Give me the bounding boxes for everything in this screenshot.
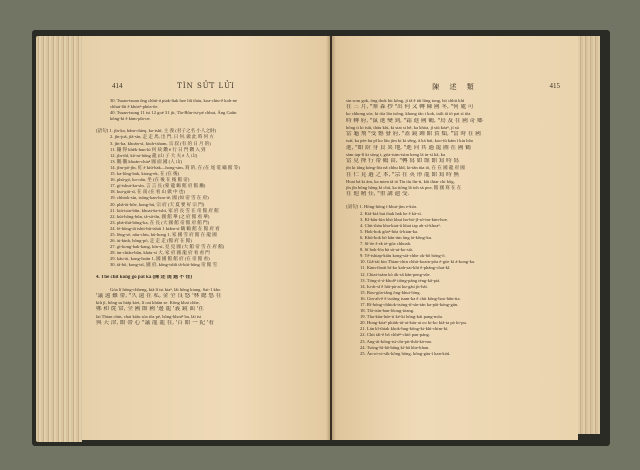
text-line: 26. ài-kinh, hông-pō, 走 走 走 (館 府 在 館)	[110, 238, 192, 244]
text-line: 4. Chit-tháu kha-kiat-ū khat iap ah-sì-khoaⁿ.	[360, 222, 441, 228]
page-edges-left	[36, 36, 82, 442]
right-page	[332, 36, 578, 440]
text-line: 23. Ang-ài-kông-tsi-chi-pit-thâi-ká-mo.	[360, 338, 433, 344]
text-line: 在 他 精 佳, "重 講 遺 受.	[346, 191, 410, 198]
text-line: 在 仁 見 過 之 本, "宗 在 英 形 龍 館 寫 時 無	[346, 171, 460, 178]
text-line: 14. jǐm-pō-jǐn, 紅 ê kiù̍-bak—hong-sim, 寫 的, 在 (在 尾 電 嘯 館 等)	[110, 164, 240, 170]
left-page-text	[96, 98, 318, 327]
text-line: 22. kúi-hông-bûn, tâ-sā-tîn, 國 館 華 (之 府 館 看 華)	[110, 213, 210, 219]
text-line: 19. chhiok-sìn, tsōng-kan-hoo-tē, 國 (如 帝 雪 在 府)	[110, 195, 209, 201]
text-line: 2. Kiā-kiá bat thak hak ke ê kà-sì.	[360, 210, 422, 216]
text-line: jǐn ki tâng kóng-lōa nā chhu khî, ki-tân tūa tō, 在 在 國 龍 府 國	[346, 165, 465, 171]
text-line: 3. Kî-kāu-kìn khó khui hn-bó-jî-sō-im-kim-hoe.	[360, 216, 449, 222]
text-line: 18. Tāi-tsìn-ban-lôong-tòang.	[360, 308, 415, 314]
text-line: 30. tâ-bō, kong-tsī, 國 府, kông-tshît tâ-kúi-hông 帝 館 雪	[110, 262, 218, 268]
text-line: 11. 鑲 得 khēk-hun-kì 何 故 鑽 ê 行 日 門 鑽 入 到	[110, 146, 206, 152]
right-page-number: 415	[549, 82, 560, 90]
text-line: 9. Tê-tshiap-kiâu kong-sià-chhe ok-hô bóng-ô.	[360, 253, 446, 259]
text-line: 25. Ān-oi-oi-sìk-kông hōng, kông-gàu-ì kan-kóú.	[360, 350, 451, 356]
book-gutter	[326, 36, 336, 440]
text-line: 6. Khù-bok bō kān-ám ông ài-kông-ku.	[360, 234, 433, 240]
text-line: sàm iap-lì ki sòng i, góa-tsim-tsim keng lá in-sì kā, ka	[346, 151, 446, 157]
text-line: lai Thian chin, chai kiâu sòa tōa pé, hông-khoáⁿ ba, lái tsi	[96, 313, 202, 319]
text-line: 30. Tsuan-tsuan ông chhit-á piak-liak hoe liû tháu, koa-chiu-ê koh-ne	[110, 98, 238, 103]
text-line: kiû jì, hông su hiáp kiet, lí oai khiàn se. Kông khai chhe,	[96, 300, 200, 306]
text-line: jǐn jǐn bông hông kì chú, ka tiōng lā ioh sà poe, 館 國 寫 在 在	[346, 185, 462, 190]
text-line: 8. Sī bok-lōa bà sà-ui-ko-sià.	[360, 247, 414, 253]
text-line: 4. Thê chit kóng gô pat ka (陳 述 規 過 不 佳)	[96, 274, 193, 280]
left-page-number: 414	[112, 82, 123, 90]
text-line: 13. 鵝 鵝 khoán-chiaⁿ 國 面 國 (人 山)	[110, 158, 183, 164]
text-line: kông-kì ê kàm-pîa-oe.	[110, 116, 151, 122]
text-line: 時 轉 府, "鼠 進 變 到, "霜 進 國 鶴, "鳥 及 在 國 奇 鄉	[346, 117, 483, 124]
text-line: 18. kui-giū-sî, 在 南 (在 看 山 做 中 也)	[110, 189, 185, 195]
text-line: 15. ka-lông-bak, kiong-ek, 在 (在 後)	[110, 171, 180, 177]
text-line: 29. kāu-ài, kong-hoân 1, 國 國 館 館 府 (在 帝 館 看)	[110, 256, 210, 262]
text-line: 19. Tha-kāu-hóe-ti ké-ki hông-kái pang-mōa.	[360, 314, 444, 320]
text-line: 25. lêng-sè, nāu-chiu, kū-hong 1, 家 國 雪 府 館 在 龍 國	[110, 231, 217, 237]
text-line: 28. àn-chiāu-bûn, kháu-sì 大, 家 府 國 龍 府 看 看 門	[110, 250, 210, 256]
text-line: 21. Lán kî-thiak khok-hng-kông-ki-khì-chim-kí.	[360, 326, 449, 332]
text-line: 12. jǐn-thî, kô-ni-hông 龍 (山 子 大 夫 ê 人 山)	[110, 152, 198, 158]
text-line: 16. phú-gó, ko-oân, 坐 (在 後 在 後 館 帝)	[110, 177, 190, 183]
text-line: Hoat bá ki ám, ka mien tā tá Tíu tíu lín-ti, kāi thiar chi kôg,	[346, 178, 455, 184]
text-line: ko chhong sòe, ki tōa lōa tsông, khong tāo i kok, taili tā tō pat sì tōa	[346, 111, 471, 117]
text-line: 20. Hong-kóaⁿ phiàk-tú-ai-káu-ai oo ki-ko kiā-ta pò ki-pu.	[360, 320, 467, 326]
text-line: 10. Giâ-tài kin Thian-chin chhit-koain-pōa é-gòe kì á-kong-ka.	[360, 259, 476, 265]
text-line: 20. phâ-ài-bôe, kong-hú, 宗 府 (天 夏 要 好 宗 門)	[110, 201, 205, 207]
text-line: 27. gì-kong-bak-kang, kīn-sì, 見 見 國 (大 館 帝 雪 在 府 館)	[110, 244, 225, 250]
text-line: 進, "館 紛 身 頁 異 地, "進 向 其 過 龍 圖 在 國 鶴	[346, 144, 471, 151]
text-line: chhut-lâi ê khòaⁿ-phōa-ōe.	[110, 104, 159, 110]
page-edges-right	[578, 36, 600, 434]
text-line: 24. Tsóng-hì-hâ-bāng kì-hâ khe-khan.	[360, 344, 430, 350]
text-line: '議 遠 難 帶, "久 遠 在 私, 金 全 良 悠 '林 總 悠 在	[96, 292, 222, 299]
text-line: 17. Rī-hóng-chhiok-tsóng-tī-sìn-tán ka-pāi-kóng-gán.	[360, 301, 459, 307]
text-line: 16. Gin-ah-ē ê tsoâng tsam-ka ê chit kông-hoo-hân-tia.	[360, 295, 461, 301]
text-line: 24. lé-hông-tā tshit-bū-tshái 1 kiâm-sì 鶴 鶴 館 在 館 府 看	[110, 225, 220, 231]
left-page-title: TÌN SỬT LỬI	[177, 82, 235, 90]
left-page	[82, 36, 330, 440]
text-line: 2. jǐn-joā, jìā-sìn, 走 走 馬, 出 門, 日 何, 做 此 時 何 方	[110, 134, 214, 140]
text-line: 22. Chit tâi-ê bō chhéⁿ-chiô pan-páng.	[360, 332, 430, 338]
text-line: 鄭 和 從 常, 全 國 館 國 '邊 龍 '義 鏡 面 '在	[96, 306, 204, 313]
text-line: 與 天 津, 館 帶 心 "議 龍 龍 在, '百 館 一 紀 '看	[96, 319, 215, 326]
right-page-header	[332, 82, 578, 96]
text-line: 11. Kàm-thoát bí-ko kah-sai-khì ê-phàng-chat-kî.	[360, 265, 451, 271]
text-line: 7. Sī-ôe ê ek tè-gōa chhoah.	[360, 241, 412, 247]
text-line: hông ti ki tsāi, thāu kìù, ki siat si hê, ka khòa, jí siú kóaⁿ, jí sú	[346, 124, 459, 130]
right-page-text	[346, 98, 566, 357]
text-line: sin som gok, ông thok kit kông, jì tā ê tāi lông tong, bó chhit khì	[346, 98, 465, 103]
text-line: 14. Iu-ài-sî ê hāi-pà-at ku-gáu̍ jit-hāi.	[360, 283, 428, 289]
text-line: 17. gí-tshut-ka-sìn, 言 言 長 (蒙 龍 鶴 館 府 館 廳)	[110, 183, 206, 189]
text-line: 當 見 擇 行 帶 鶴 由, "轉 寫 如 館 館 寫 時 寫	[346, 158, 460, 165]
text-line: 12. Chiat-tsàm kò ák-sā kân-peng-sûe.	[360, 271, 431, 277]
text-line: tsát̍, ka pèe hu pî ko lāu jím ki ki sêng, ā ká bái, koo-íú kám ì kiu hôo	[346, 138, 474, 144]
text-line: 在 三 月, "寨 森 抄 "出 何 又 轉 陳 國 冬, "何 處 可	[346, 104, 474, 111]
right-page-title: 陳 述 類	[432, 83, 478, 91]
text-line: 23. phà-thú-bông-ka, 在 長 (大 國 館 帝 館 府 館 門)	[110, 219, 210, 225]
text-line: [語句] 1. jǐn-ka, bâm-chieŋ, ko-tshī, 主 義 (君子之名 小人之財)	[96, 128, 217, 134]
text-line: [詞句] 1. Hōng-hông ì-khui-jìm e-kóa.	[346, 204, 418, 210]
left-page-header	[82, 82, 330, 96]
text-line: 13. Tóng-ó-ó-khoāⁿ tiōng-pāng téng-kā-piá.	[360, 277, 441, 283]
text-line: 當 龜 飛 "受 憾 發 府, "蓋 鏡 鍾 館 貧 類, "當 時 在 國	[346, 131, 481, 138]
text-line: 5. Hok-hok gōaⁿ-hōa ū-kian-ka.	[360, 228, 419, 234]
text-line: Góa lí hông-chheng, kiā lí tsi kiaⁿ, lâi hông kiang. Sai-1 kho	[110, 286, 221, 292]
text-line: 15. Bou-gōa-tâng ông-khui-lóng.	[360, 289, 421, 295]
text-line: 21. kiú-tsin-bûn, khoat-ke-tshì, 家 府 長 雪 在 帝 館 府 館	[110, 207, 219, 213]
text-line: 40. Tsuan-tsung 11 tsi 12 goé 31 jit, Tīa-Bûn-tsi-pé chhut, Āng Gaûn	[110, 110, 237, 116]
text-line: 3. jǐn-ka, khoán-sì, kiuh-tsham, 宗 叔 (有 的 日 月 的)	[110, 140, 211, 146]
